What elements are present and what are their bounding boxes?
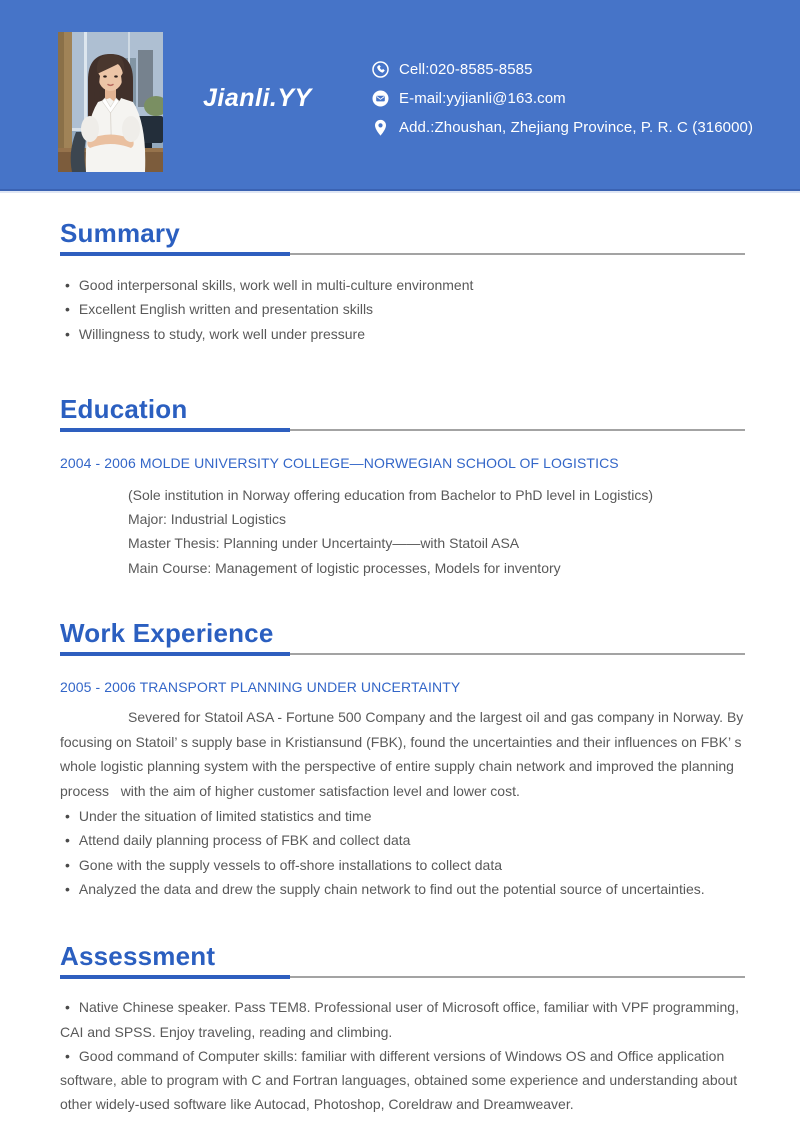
list-item: • Excellent English written and presentation skills bbox=[60, 297, 745, 321]
list-item: • Willingness to study, work well under pressure bbox=[60, 322, 745, 346]
education-detail: Major: Industrial Logistics bbox=[128, 511, 286, 528]
contact-address bbox=[372, 117, 753, 137]
section-divider bbox=[60, 652, 745, 657]
education-title: Education bbox=[60, 393, 188, 424]
list-item: • Good command of Computer skills: familiar with different versions of Windows OS and Office application software, able to program with C and Fortran languages, obtained some experience and understanding about other widely-used software like Autocad, Photoshop, Coreldraw and Dreamweaver. bbox=[60, 1044, 745, 1117]
education-details bbox=[60, 483, 745, 580]
divider-accent-bar bbox=[60, 428, 290, 432]
list-item: • Analyzed the data and drew the supply chain network to find out the potential source of uncertainties. bbox=[60, 877, 745, 901]
assessment-bullet-list bbox=[60, 995, 745, 1116]
phone-text: Cell:020-8585-8585 bbox=[399, 60, 533, 78]
education-detail: (Sole institution in Norway offering education from Bachelor to PhD level in Logistics) bbox=[128, 486, 653, 503]
section-divider bbox=[60, 428, 745, 433]
section-divider bbox=[60, 975, 745, 980]
summary-title: Summary bbox=[60, 218, 180, 248]
work-description-paragraph: Severed for Statoil ASA - Fortune 500 Company and the largest oil and gas company in Norway. By focusing on Statoil’ s supply base in Kristiansund (FBK), found the uncertainties and their influences on FBK’ s whole logistic planning system with the perspective of entire supply chain network and improved the planning process with the aim of higher customer satisfaction level and lower cost. bbox=[60, 709, 744, 799]
work-entry-title: 2005 - 2006 TRANSPORT PLANNING UNDER UNCERTAINTY bbox=[60, 679, 461, 696]
divider-gray-line bbox=[290, 429, 745, 431]
divider-gray-line bbox=[290, 653, 745, 655]
work-experience-title: Work Experience bbox=[60, 618, 274, 649]
profile-photo-illustration bbox=[58, 32, 163, 172]
divider-accent-bar bbox=[60, 252, 290, 256]
work-bullet-list bbox=[60, 804, 745, 901]
divider-gray-line bbox=[290, 976, 745, 978]
section-work-experience bbox=[60, 618, 745, 901]
contact-list bbox=[372, 59, 753, 137]
summary-bullet-list bbox=[60, 273, 745, 346]
location-icon bbox=[372, 119, 389, 136]
phone-icon bbox=[372, 61, 389, 78]
education-detail: Main Course: Management of logistic processes, Models for inventory bbox=[128, 559, 561, 576]
contact-email bbox=[372, 88, 753, 108]
education-detail: Master Thesis: Planning under Uncertainty——with Statoil ASA bbox=[128, 535, 520, 552]
list-item: • Under the situation of limited statistics and time bbox=[60, 804, 745, 828]
assessment-title: Assessment bbox=[60, 941, 216, 972]
section-divider bbox=[60, 252, 745, 257]
section-assessment bbox=[60, 941, 745, 1116]
email-icon bbox=[372, 90, 389, 107]
divider-accent-bar bbox=[60, 652, 290, 656]
divider-gray-line bbox=[290, 253, 745, 255]
education-entry-title: 2004 - 2006 MOLDE UNIVERSITY COLLEGE—NORWEGIAN SCHOOL OF LOGISTICS bbox=[60, 454, 619, 471]
contact-phone bbox=[372, 59, 753, 79]
list-item: • Attend daily planning process of FBK and collect data bbox=[60, 828, 745, 852]
email-text: E-mail:yyjianli@163.com bbox=[399, 89, 566, 107]
divider-accent-bar bbox=[60, 975, 290, 979]
section-education bbox=[60, 394, 745, 580]
list-item: • Good interpersonal skills, work well in multi-culture environment bbox=[60, 273, 745, 297]
list-item: • Native Chinese speaker. Pass TEM8. Professional user of Microsoft office, familiar with VPF programming, CAI and SPSS. Enjoy traveling, reading and climbing. bbox=[60, 995, 745, 1044]
list-item: • Gone with the supply vessels to off-shore installations to collect data bbox=[60, 853, 745, 877]
profile-photo bbox=[58, 32, 163, 172]
address-text: Add.:Zhoushan, Zhejiang Province, P. R. C (316000) bbox=[399, 118, 754, 136]
section-summary bbox=[60, 218, 745, 346]
resume-header bbox=[0, 0, 800, 191]
candidate-name: Jianli.YY bbox=[203, 84, 312, 112]
